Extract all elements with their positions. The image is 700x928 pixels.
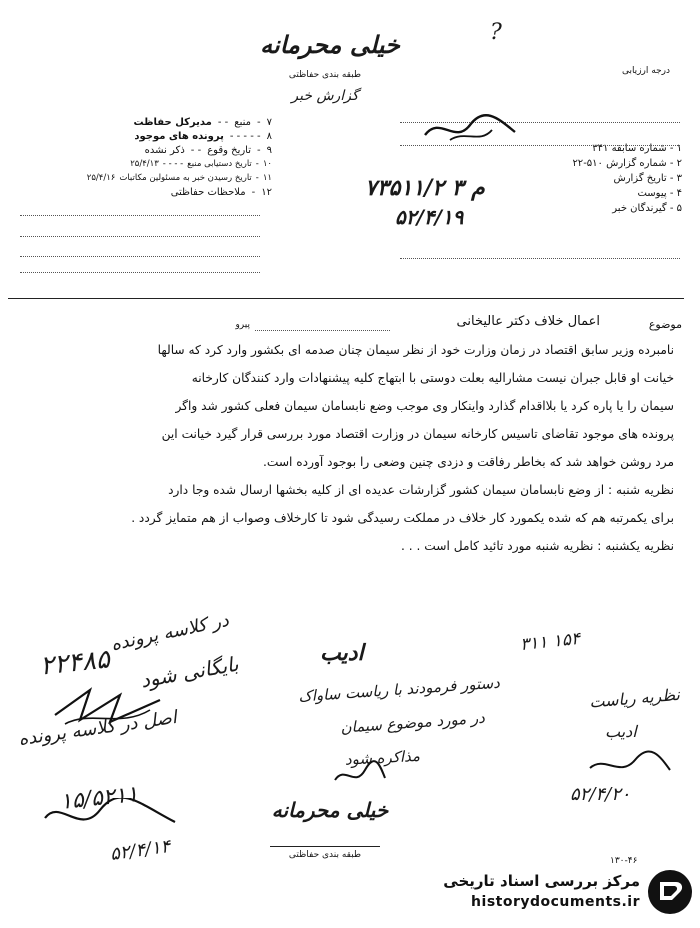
annotation-right-signature bbox=[585, 750, 675, 780]
left-field-row: ۱۰ - تاریخ دستیابی منبع - - - - ۲۵/۴/۱۳ bbox=[130, 159, 272, 169]
annotation-right-date: ۵۲/۴/۲۰ bbox=[570, 784, 631, 805]
body-line: مرد روشن خواهد شد که بخاطر رفاقت و دزدی چنین وضعی را بوجود آورده است. bbox=[262, 455, 674, 469]
handwritten-date: ۵۲/۴/۱۹ bbox=[395, 205, 464, 229]
left-dotted-line bbox=[20, 215, 260, 216]
body-line: نظریه شنبه : از وضع نابسامان سیمان کشور گزارشات عدیده ای از کلیه بخشها ارسال شده وجا دارد bbox=[168, 483, 674, 497]
annotation-left-note-3: اصل در کلاسه پرونده bbox=[17, 707, 179, 750]
annotation-right-line-3: ادیب bbox=[605, 722, 637, 741]
separator-line bbox=[8, 298, 684, 299]
watermark-title: مرکز بررسی اسناد تاریخی bbox=[443, 872, 640, 890]
subject-text: اعمال خلاف دکتر عالیخانی bbox=[456, 314, 600, 329]
left-field-row: ۷ - منبع - - مدیرکل حفاظت bbox=[133, 117, 272, 128]
right-dotted-line bbox=[400, 258, 680, 259]
corner-mark: ? bbox=[490, 20, 502, 45]
left-field-row: ۱۲ - ملاحظات حفاظتی bbox=[170, 187, 272, 198]
classification-bottom: خیلی محرمانه bbox=[271, 798, 389, 822]
annotation-right-line-1: ۳۱۱ ۱۵۴ bbox=[519, 628, 582, 656]
subject-label: موضوع bbox=[648, 318, 682, 331]
annotation-center-line-3: مذاکره شود bbox=[344, 746, 421, 769]
annotation-center-signature bbox=[330, 760, 390, 790]
left-field-row: ۸ - - - - - پرونده های موجود bbox=[134, 131, 272, 142]
subject-dotted-line bbox=[255, 330, 390, 331]
classification-sub-bottom: طبقه بندی حفاظتی bbox=[288, 850, 362, 860]
annotation-center-line-2: در مورد موضوع سیمان bbox=[339, 708, 486, 737]
form-number: ۱۳۰-۴۶ bbox=[610, 856, 638, 866]
left-field-row: ۹ - تاریخ وقوع - - ذکر نشده bbox=[144, 145, 272, 156]
left-dotted-line bbox=[20, 236, 260, 237]
body-line: سیمان را یا پاره کرد یا بلااقدام گذارد واینکار وی موجب وضع نابسامان سیمان فعلی کشور شد واگر bbox=[175, 399, 674, 413]
watermark-logo-icon bbox=[646, 868, 694, 916]
handwritten-scribble bbox=[420, 110, 520, 150]
annotation-left-note-1: در کلاسه پرونده bbox=[109, 609, 231, 656]
watermark-url: historydocuments.ir bbox=[471, 894, 640, 910]
right-fields bbox=[520, 142, 682, 217]
right-field-row: ۲ - شماره گزارش ۵۱۰-۲۲ bbox=[572, 158, 682, 169]
body-line: برای یکمرتبه هم که شده یکمورد کار خلاف در مملکت رسیدگی شود تا کارخلاف وصواب از هم متمایز گردد . bbox=[131, 511, 674, 525]
annotation-left-number-2: ۱۵/۵۲۱۱ bbox=[58, 781, 140, 816]
left-dotted-line bbox=[20, 256, 260, 257]
body-line: پرونده های موجود تقاضای تاسیس کارخانه سیمان در وزارت اقتصاد مورد بررسی قرار گیرد خیانت این bbox=[161, 427, 674, 441]
handwritten-number: ۷۳۵۱۱/۲ م ۳ bbox=[365, 175, 485, 201]
right-field-row: ۱ - شماره سابقه ۳۴۱ bbox=[592, 143, 682, 154]
report-type: گزارش خبر bbox=[291, 88, 359, 104]
footer-line bbox=[270, 846, 380, 847]
annotation-left-number: ۲۲۴۸۵ bbox=[38, 644, 112, 682]
annotation-left-date: ۵۲/۴/۱۴ bbox=[108, 835, 172, 866]
annotation-center-line-1: دستور فرمودند با ریاست ساواک bbox=[297, 673, 501, 706]
watermark bbox=[418, 866, 694, 918]
top-right-label: درجه ارزیابی bbox=[621, 66, 670, 76]
annotation-left-note-2: بایگانی شود bbox=[138, 651, 241, 693]
annotation-right-line-2: نظریه ریاست bbox=[588, 684, 681, 712]
left-field-row: ۱۱ - تاریخ رسیدن خبر به مسئولین مکاتبات ۲۵/۴/۱۶ bbox=[86, 173, 272, 183]
left-fields bbox=[10, 116, 272, 200]
body-line: خیانت او قابل جبران نیست مشارالیه بعلت دوستی با ابتهاج کلیه پیشنهادات وارد کنندگان کارخانه bbox=[191, 371, 674, 385]
annotation-left-signature-2 bbox=[40, 798, 180, 838]
body-line: نظریه یکشنبه : نظریه شنبه مورد تائید کامل است . . . bbox=[401, 539, 674, 553]
body-text bbox=[14, 342, 674, 566]
subject-side-label: پیرو bbox=[235, 320, 250, 330]
right-field-row: ۳ - تاریخ گزارش bbox=[613, 173, 682, 184]
body-line: نامبرده وزیر سابق اقتصاد در زمان وزارت خود از نظر سیمان چنان صدمه ای بکشور وارد کرد که سالها bbox=[157, 343, 674, 357]
classification-top: خیلی محرمانه bbox=[260, 30, 400, 59]
annotation-center-title: ادیب bbox=[320, 640, 364, 666]
right-field-row: ۴ - پیوست bbox=[637, 188, 682, 199]
left-dotted-line bbox=[20, 272, 260, 273]
right-field-row: ۵ - گیرندگان خبر bbox=[612, 203, 682, 214]
classification-sub-top: طبقه بندی حفاظتی bbox=[288, 70, 362, 80]
